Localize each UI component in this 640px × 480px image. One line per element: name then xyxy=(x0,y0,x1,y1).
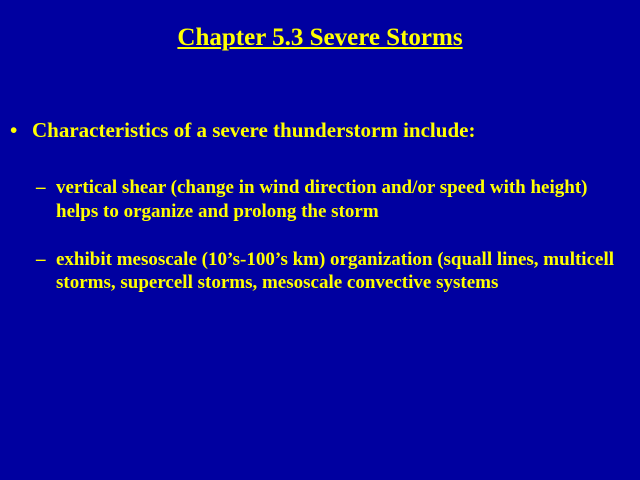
bullet-marker-icon: • xyxy=(10,118,18,142)
list-item xyxy=(0,248,640,296)
list-item xyxy=(0,118,640,142)
dash-marker-icon: – xyxy=(36,248,46,270)
list-item-label: Characteristics of a severe thunderstorm include: xyxy=(32,118,476,142)
list-item xyxy=(0,176,640,224)
dash-marker-icon: – xyxy=(36,177,46,199)
list-item-label: exhibit mesoscale (10’s-100’s km) organization (squall lines, multicell storms, supercell storms, mesoscale convective systems xyxy=(56,248,615,294)
slide-body xyxy=(0,118,640,319)
list-item-label: vertical shear (change in wind direction and/or speed with height) helps to organize and prolong the storm xyxy=(56,177,588,222)
page-title: Chapter 5.3 Severe Storms xyxy=(177,24,463,51)
